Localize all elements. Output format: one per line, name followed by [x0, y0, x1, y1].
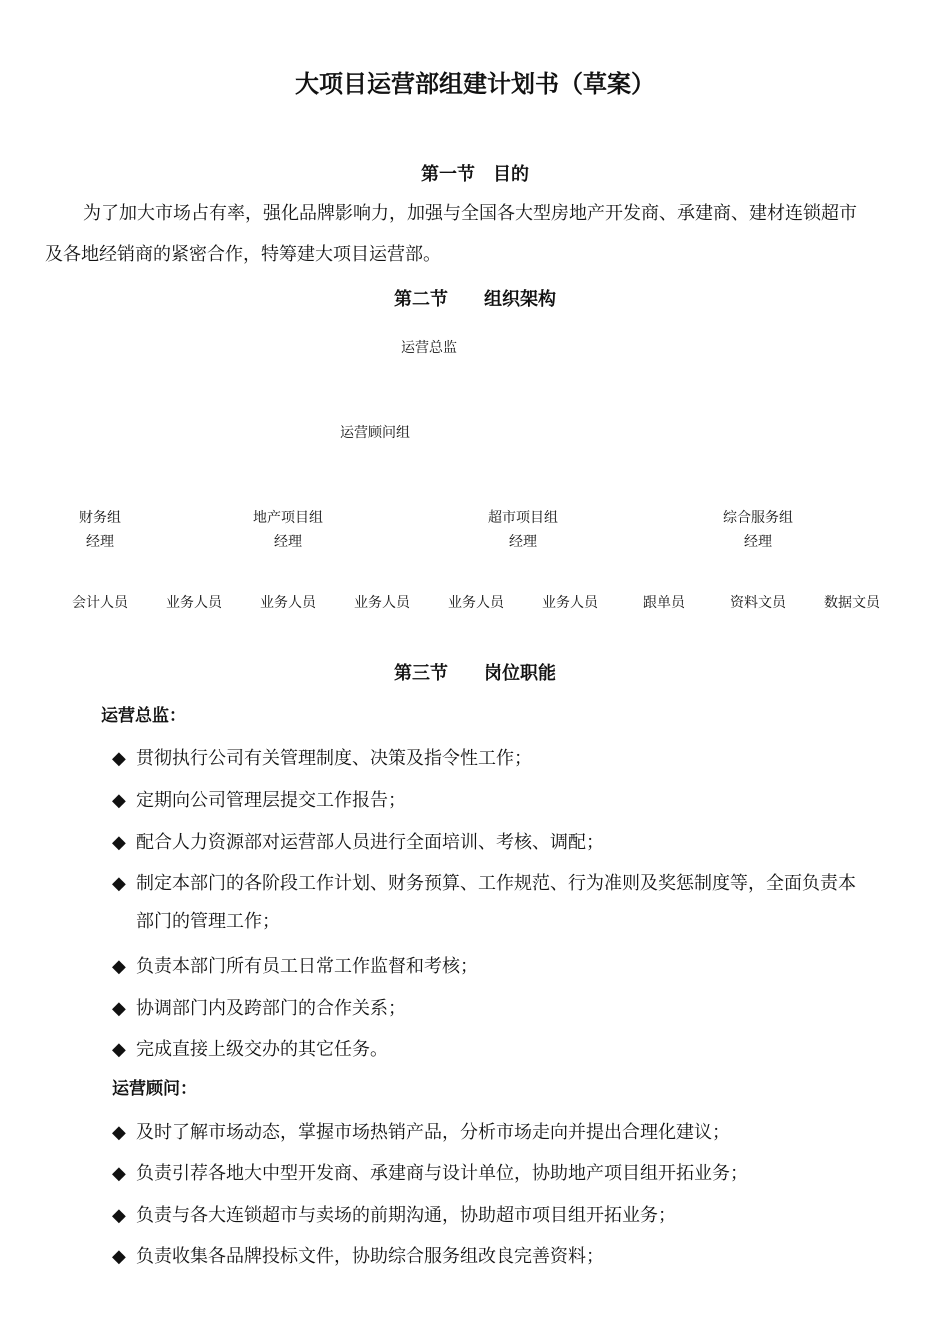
org-group-realestate-manager: 经理 — [274, 534, 302, 550]
org-group-supermarket: 超市项目组 — [488, 510, 558, 526]
org-staff: 业务人员 — [542, 595, 598, 611]
section-2-heading: 第二节 组织架构 — [394, 289, 556, 310]
list-item: ◆ 制定本部门的各阶段工作计划、财务预算、工作规范、行为准则及奖惩制度等，全面负责本 — [112, 873, 856, 894]
org-staff: 会计人员 — [72, 595, 128, 611]
list-item: ◆ 负责本部门所有员工日常工作监督和考核； — [112, 956, 478, 977]
org-group-supermarket-manager: 经理 — [509, 534, 537, 550]
org-staff: 业务人员 — [166, 595, 222, 611]
bullet-icon: ◆ — [112, 1205, 126, 1226]
list-item: ◆ 配合人力资源部对运营部人员进行全面培训、考核、调配； — [112, 832, 604, 853]
bullet-icon: ◆ — [112, 832, 126, 853]
list-item: ◆ 贯彻执行公司有关管理制度、决策及指令性工作； — [112, 748, 532, 769]
org-staff: 业务人员 — [448, 595, 504, 611]
bullet-icon: ◆ — [112, 748, 126, 769]
bullet-icon: ◆ — [112, 1163, 126, 1184]
org-staff: 业务人员 — [354, 595, 410, 611]
org-staff: 资料文员 — [730, 595, 786, 611]
list-item: ◆ 定期向公司管理层提交工作报告； — [112, 790, 406, 811]
bullet-icon: ◆ — [112, 998, 126, 1019]
list-item: ◆ 及时了解市场动态，掌握市场热销产品，分析市场走向并提出合理化建议； — [112, 1122, 730, 1143]
bullet-icon: ◆ — [112, 1039, 126, 1060]
org-director: 运营总监 — [401, 340, 457, 356]
list-item: ◆ 负责与各大连锁超市与卖场的前期沟通，协助超市项目组开拓业务； — [112, 1205, 676, 1226]
org-group-finance-manager: 经理 — [86, 534, 114, 550]
list-item: ◆ 负责收集各品牌投标文件，协助综合服务组改良完善资料； — [112, 1246, 604, 1267]
org-group-realestate: 地产项目组 — [253, 510, 323, 526]
org-group-finance: 财务组 — [79, 510, 121, 526]
org-group-general-service-manager: 经理 — [744, 534, 772, 550]
org-staff: 跟单员 — [643, 595, 685, 611]
org-staff: 业务人员 — [260, 595, 316, 611]
org-staff: 数据文员 — [824, 595, 880, 611]
org-group-general-service: 综合服务组 — [723, 510, 793, 526]
section-1-paragraph-line-2: 及各地经销商的紧密合作，特筹建大项目运营部。 — [45, 244, 441, 265]
bullet-icon: ◆ — [112, 956, 126, 977]
section-1-paragraph-line-1: 为了加大市场占有率，强化品牌影响力，加强与全国各大型房地产开发商、承建商、建材连锁超市 — [83, 203, 857, 224]
role-advisor-label: 运营顾问： — [112, 1079, 197, 1099]
list-item: ◆ 负责引荐各地大中型开发商、承建商与设计单位，协助地产项目组开拓业务； — [112, 1163, 748, 1184]
list-item: ◆ 协调部门内及跨部门的合作关系； — [112, 998, 406, 1019]
document-title: 大项目运营部组建计划书（草案） — [295, 70, 655, 98]
bullet-icon: ◆ — [112, 790, 126, 811]
list-item: ◆ 完成直接上级交办的其它任务。 — [112, 1039, 388, 1060]
list-item-continuation: 部门的管理工作； — [136, 911, 280, 932]
section-1-heading: 第一节 目的 — [421, 164, 529, 185]
bullet-icon: ◆ — [112, 1122, 126, 1143]
section-3-heading: 第三节 岗位职能 — [394, 663, 556, 684]
bullet-icon: ◆ — [112, 1246, 126, 1267]
org-advisor-group: 运营顾问组 — [340, 425, 410, 441]
bullet-icon: ◆ — [112, 873, 126, 894]
role-director-label: 运营总监： — [101, 706, 186, 726]
